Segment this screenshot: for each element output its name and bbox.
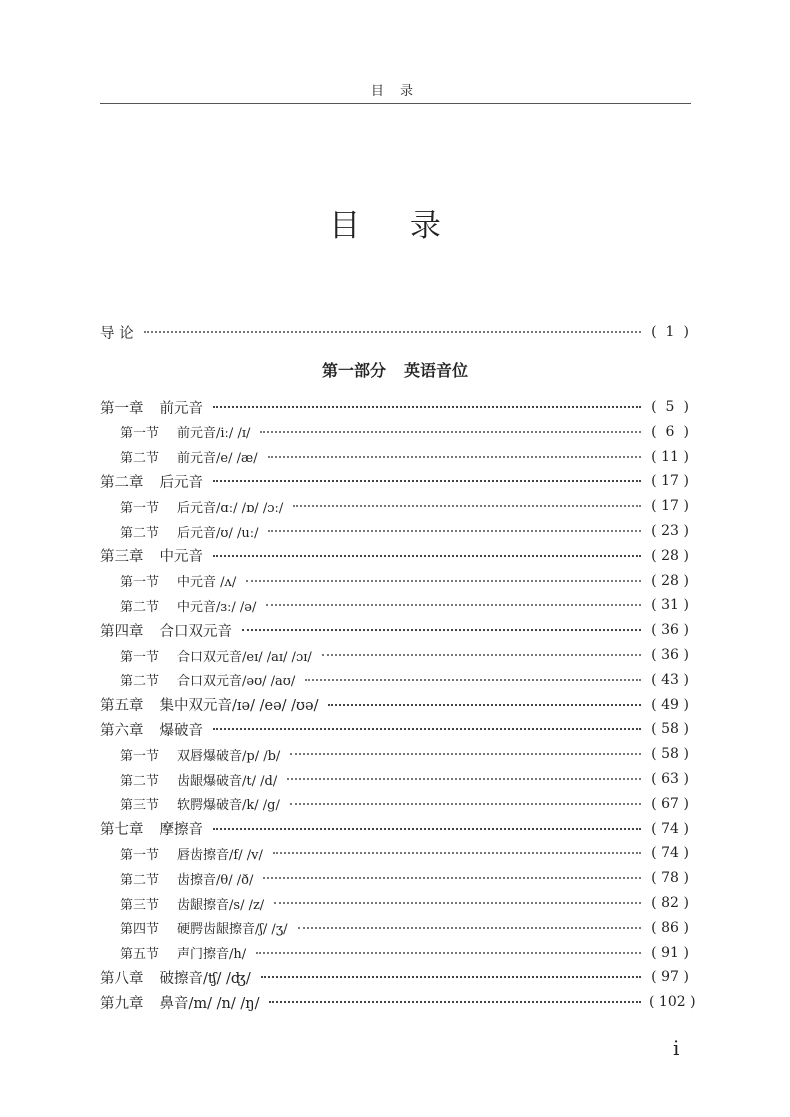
entry-number: 第一章 — [100, 400, 144, 417]
entry-title: 集中双元音/ɪə/ /eə/ /ʊə/ — [159, 698, 319, 715]
page-number: ( 17 ) — [651, 473, 689, 490]
entry-number: 第一节 — [120, 575, 160, 591]
toc-entry-section[interactable] — [120, 792, 691, 816]
page-number-value: 102 — [658, 994, 686, 1011]
page-number: ( 17 ) — [651, 498, 689, 515]
toc-entry-section[interactable] — [120, 668, 691, 692]
dot-leader — [322, 648, 641, 656]
page-number: ( 63 ) — [651, 771, 689, 787]
page-number-value: 17 — [661, 498, 679, 515]
dot-leader — [290, 747, 641, 755]
part-name: 英语音位 — [404, 361, 469, 380]
dot-leader — [261, 970, 641, 978]
entry-title: 齿擦音/θ/ /ð/ — [177, 872, 254, 888]
page-number: ( 28 ) — [651, 547, 689, 564]
toc-entry-section[interactable] — [120, 494, 691, 518]
page-number: ( 74 ) — [651, 845, 689, 862]
entry-number: 第二节 — [120, 674, 160, 690]
toc-entry-chapter[interactable] — [100, 544, 691, 568]
entry-title: 中元音/ɜː/ /ə/ — [177, 599, 257, 615]
entry-title: 软腭爆破音/k/ /g/ — [177, 798, 280, 814]
entry-title: 齿龈爆破音/t/ /d/ — [177, 773, 278, 789]
entry-number: 第五节 — [120, 947, 160, 963]
toc-entry-intro[interactable] — [100, 320, 691, 344]
entry-title: 唇齿擦音/f/ /v/ — [177, 847, 263, 863]
dot-leader — [213, 722, 641, 730]
page-number: ( 36 ) — [651, 622, 689, 639]
entry-title: 中元音 /ʌ/ — [177, 575, 237, 591]
toc-entry-chapter[interactable] — [100, 618, 691, 642]
toc-entry-section[interactable] — [120, 916, 691, 940]
toc-entry-section[interactable] — [120, 445, 691, 469]
page-title: 目 录 — [329, 208, 461, 244]
page-number-value: 28 — [661, 572, 679, 589]
toc-entry-section[interactable] — [120, 569, 691, 593]
toc-entry-section[interactable] — [120, 767, 691, 791]
dot-leader — [268, 450, 641, 458]
toc-entry-chapter[interactable] — [100, 990, 696, 1014]
entry-number: 第四章 — [100, 623, 144, 640]
toc-entry-chapter[interactable] — [100, 965, 691, 989]
page-number-value: 58 — [661, 721, 679, 738]
entry-title: 鼻音/m/ /n/ /ŋ/ — [159, 995, 260, 1012]
page-number: ( 31 ) — [651, 597, 689, 614]
toc-entry-chapter[interactable] — [100, 469, 691, 493]
page-number-value: 36 — [661, 647, 679, 663]
entry-number: 第九章 — [100, 995, 144, 1012]
entry-number: 第三章 — [100, 549, 144, 566]
page-number: ( 23 ) — [651, 523, 689, 539]
entry-title: 摩擦音 — [159, 822, 203, 839]
page-number-value: 6 — [665, 423, 675, 440]
toc-entry-section[interactable] — [120, 841, 691, 865]
page-number: ( 91 ) — [651, 944, 689, 961]
page-folio: i — [673, 1036, 680, 1060]
dot-leader — [246, 574, 641, 582]
dot-leader — [287, 772, 641, 780]
page-number-value: 74 — [661, 820, 679, 837]
page-number-value: 78 — [661, 870, 679, 887]
dot-leader — [213, 474, 641, 482]
page-number: ( 78 ) — [651, 870, 689, 887]
page-number-value: 67 — [661, 795, 679, 812]
toc-entry-chapter[interactable] — [100, 717, 691, 741]
entry-number: 第一节 — [120, 649, 160, 665]
dot-leader — [293, 499, 641, 507]
entry-number: 第三节 — [120, 798, 160, 814]
page-number: ( 58 ) — [651, 746, 689, 763]
entry-title: 前元音 — [159, 400, 203, 417]
page-number-value: 58 — [661, 746, 679, 763]
page-number: ( 5 ) — [651, 399, 689, 415]
entry-title: 合口双元音/eɪ/ /aɪ/ /ɔɪ/ — [177, 649, 312, 665]
dot-leader — [268, 524, 641, 532]
entry-number: 第二节 — [120, 773, 160, 789]
page-number: ( 58 ) — [651, 721, 689, 738]
page-number: ( 86 ) — [651, 919, 689, 936]
entry-number: 第五章 — [100, 698, 144, 715]
dot-leader — [213, 549, 641, 557]
page-number-value: 74 — [661, 845, 679, 862]
toc-entry-section[interactable] — [120, 742, 691, 766]
entry-number: 第一节 — [120, 426, 160, 442]
dot-leader — [213, 822, 641, 830]
entry-title: 后元音/ɑː/ /ɒ/ /ɔː/ — [177, 500, 284, 516]
page-number-value: 17 — [661, 473, 679, 490]
running-header: 目 录 — [370, 84, 420, 99]
header-rule — [100, 103, 691, 104]
page-number-value: 91 — [661, 944, 679, 961]
entry-title: 后元音/ʊ/ /uː/ — [177, 525, 259, 541]
entry-title: 双唇爆破音/p/ /b/ — [177, 748, 281, 764]
toc-entry-section[interactable] — [120, 941, 691, 965]
page-number-value: 49 — [661, 696, 679, 713]
entry-number: 第二节 — [120, 599, 160, 615]
page-number: ( 11 ) — [651, 448, 689, 465]
dot-leader — [260, 425, 641, 433]
entry-title: 合口双元音 — [159, 623, 232, 640]
dot-leader — [213, 400, 641, 408]
page-number: ( 82 ) — [651, 895, 689, 911]
toc-entry-section[interactable] — [120, 420, 691, 444]
toc-entry-chapter[interactable] — [100, 395, 691, 419]
entry-number: 第六章 — [100, 722, 144, 739]
entry-title: 爆破音 — [159, 722, 203, 739]
entry-number: 第一节 — [120, 847, 160, 863]
page-number-value: 23 — [661, 523, 679, 539]
toc-entry-section[interactable] — [120, 866, 691, 890]
toc-entry-chapter[interactable] — [100, 693, 691, 717]
entry-title: 破擦音/ʧ/ /ʤ/ — [159, 970, 251, 987]
intro-label: 导 论 — [100, 325, 134, 342]
dot-leader — [273, 846, 641, 854]
page-number-value: 86 — [661, 919, 679, 936]
dot-leader — [274, 896, 641, 904]
page-number: ( 43 ) — [651, 671, 689, 688]
entry-number: 第一节 — [120, 500, 160, 516]
dot-leader — [269, 995, 641, 1003]
entry-number: 第七章 — [100, 822, 144, 839]
entry-number: 第二节 — [120, 525, 160, 541]
entry-number: 第一节 — [120, 748, 160, 764]
page-number-value: 31 — [661, 597, 679, 614]
entry-number: 第二节 — [120, 451, 160, 467]
dot-leader — [144, 325, 641, 333]
entry-number: 第二节 — [120, 872, 160, 888]
dot-leader — [242, 623, 641, 631]
dot-leader — [256, 946, 641, 954]
entry-title: 声门擦音/h/ — [177, 947, 247, 963]
part-number: 第一部分 — [321, 361, 386, 380]
dot-leader — [290, 797, 641, 805]
page-number: ( 28 ) — [651, 572, 689, 589]
entry-number: 第二章 — [100, 474, 144, 491]
toc-entry-section[interactable] — [120, 593, 691, 617]
page-number: ( 49 ) — [651, 696, 689, 713]
dot-leader — [266, 598, 641, 606]
entry-title: 齿龈擦音/s/ /z/ — [177, 897, 265, 913]
page-number: ( 97 ) — [651, 969, 689, 986]
page-number-value: 11 — [661, 448, 679, 465]
toc-entry-section[interactable] — [120, 643, 691, 667]
toc-entry-section[interactable] — [120, 891, 691, 915]
page-number: ( 1 ) — [651, 324, 689, 340]
entry-title: 前元音/iː/ /ɪ/ — [177, 426, 251, 442]
page-number-value: 28 — [661, 547, 679, 564]
page-number: ( 74 ) — [651, 820, 689, 837]
page-number-value: 43 — [661, 671, 679, 688]
page-number: ( 36 ) — [651, 647, 689, 663]
dot-leader — [298, 921, 641, 929]
entry-title: 中元音 — [159, 549, 203, 566]
page-number-value: 97 — [661, 969, 679, 986]
entry-title: 合口双元音/əʊ/ /aʊ/ — [177, 674, 296, 690]
dot-leader — [305, 673, 641, 681]
entry-number: 第四节 — [120, 922, 160, 938]
entry-title: 后元音 — [159, 474, 203, 491]
entry-number: 第八章 — [100, 970, 144, 987]
entry-title: 硬腭齿龈擦音/ʃ/ /ʒ/ — [177, 922, 288, 938]
page-number-value: 36 — [661, 622, 679, 639]
page-number: ( 67 ) — [651, 795, 689, 812]
toc-entry-section[interactable] — [120, 519, 691, 543]
entry-title: 前元音/e/ /æ/ — [177, 451, 258, 467]
entry-number: 第三节 — [120, 897, 160, 913]
part-heading — [0, 358, 790, 381]
page-number-value: 82 — [661, 895, 679, 911]
toc-entry-chapter[interactable] — [100, 817, 691, 841]
page-number: ( 6 ) — [651, 423, 689, 440]
page-number: ( 102 ) — [649, 994, 696, 1011]
dot-leader — [263, 871, 641, 879]
page-number-value: 5 — [665, 399, 675, 415]
dot-leader — [328, 698, 641, 706]
page-number-value: 63 — [661, 771, 679, 787]
